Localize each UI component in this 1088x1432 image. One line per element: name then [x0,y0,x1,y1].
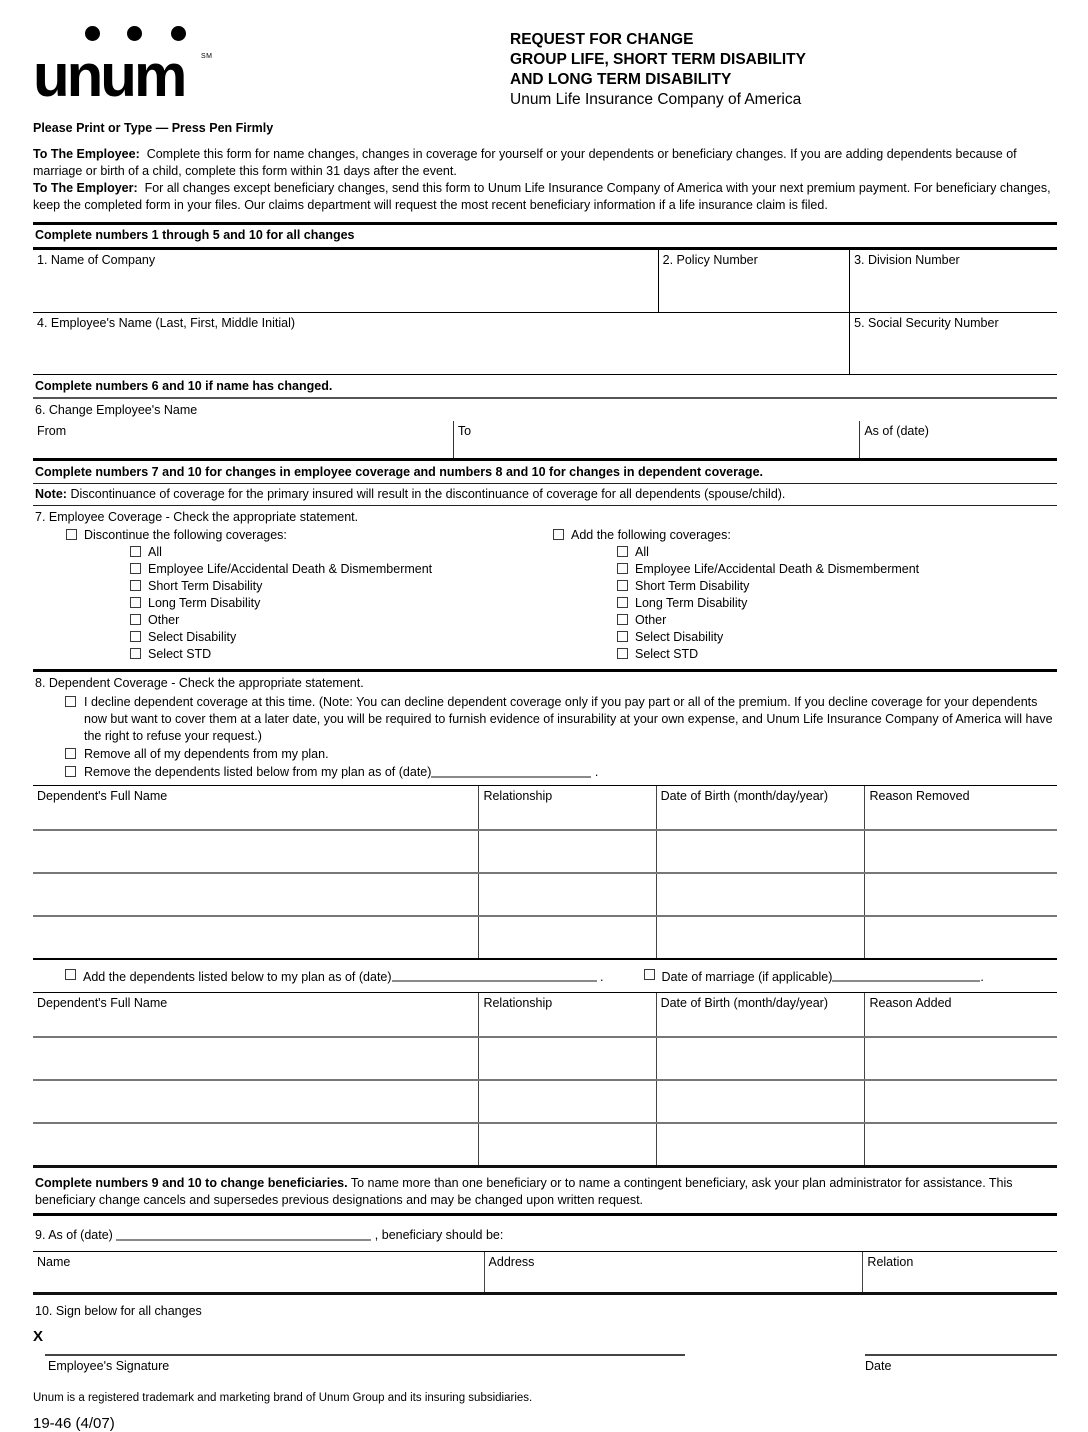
section9-intro-bold: Complete numbers 9 and 10 to change beneficiaries. [35,1176,348,1190]
table-cell-blank[interactable] [478,1081,655,1122]
beneficiary-relation-cell[interactable] [862,1252,1057,1292]
field-employee-name[interactable] [33,313,849,374]
discontinue-column [33,527,545,663]
section6-row [33,421,1057,461]
section9-asof-row [33,1225,1057,1246]
remove-listed-item: Remove the dependents listed below from my plan as of (date) . [33,764,1057,781]
table-cell-blank[interactable] [864,1038,1057,1079]
table-cell-blank[interactable] [33,1124,478,1165]
table-cell-blank[interactable] [33,831,478,872]
form-title-line3: AND LONG TERM DISABILITY [510,71,732,88]
column-header: Date of Birth (month/day/year) [656,993,865,1036]
added-dependents-table [33,992,1057,1168]
checkbox-add-other[interactable] [617,614,628,625]
table-row [33,872,1057,915]
employee-instructions-label: To The Employee: [33,147,140,161]
section-bar-name-changed: Complete numbers 6 and 10 if name has changed. [35,379,333,393]
signature-x-mark: X [33,1328,44,1345]
section10-title: 10. Sign below for all changes [35,1304,202,1318]
divider [33,1213,1057,1216]
column-header: Relation [867,1255,914,1269]
checkbox-remove-listed-dependents[interactable] [65,766,76,777]
field-name-asof[interactable] [859,421,1057,458]
checkbox-add-coverages[interactable] [553,529,564,540]
table-cell-blank[interactable] [656,917,865,958]
remove-all-text: Remove all of my dependents from my plan. [84,747,329,761]
table-cell-blank[interactable] [656,1038,865,1079]
print-instruction: Please Print or Type — Press Pen Firmly [33,121,274,135]
table-cell-blank[interactable] [478,1124,655,1165]
beneficiary-address-cell[interactable] [484,1252,863,1292]
field-division-number-label: 3. Division Number [854,253,960,267]
table-cell-blank[interactable] [33,874,478,915]
beneficiary-date-blank[interactable] [116,1228,371,1241]
field-name-from[interactable] [33,421,453,458]
add-dependents-row: Add the dependents listed below to my plan as of (date) . Date of marriage (if applicable) . [33,969,1057,986]
table-cell-blank[interactable] [864,1081,1057,1122]
field-ssn-label: 5. Social Security Number [854,316,999,330]
signature-line[interactable] [45,1354,685,1356]
date-line[interactable] [865,1354,1057,1356]
field-policy-number-label: 2. Policy Number [662,253,758,267]
checkbox-discontinue-other[interactable] [130,614,141,625]
column-header: Dependent's Full Name [37,789,168,803]
title-block [510,30,806,110]
table-cell-blank[interactable] [656,831,865,872]
table-cell-blank[interactable] [656,1081,865,1122]
field-name-to-label: To [457,424,472,438]
table-cell-blank[interactable] [864,1124,1057,1165]
field-company-name-label: 1. Name of Company [37,253,156,267]
column-header: Date of Birth (month/day/year) [656,786,865,829]
checkbox-add-all[interactable] [617,546,628,557]
table-row [33,1122,1057,1165]
form-number: 19-46 (4/07) [33,1415,115,1432]
table-row [33,1036,1057,1079]
column-header: Relationship [478,993,655,1036]
section9-intro: Complete numbers 9 and 10 to change beneficiaries. To name more than one beneficiary or to name a contingent beneficiary, ask your plan administrator for assistance. This beneficiary change cancels and supersedes previous designations and may be changed upon written request. [35,1176,1013,1207]
checkbox-add-listed-dependents[interactable] [65,969,76,980]
add-column [545,527,1057,663]
signature-block [33,1328,1057,1386]
employer-instructions-label: To The Employer: [33,181,138,195]
discontinue-options [33,544,545,663]
checkbox-add-life-add[interactable] [617,563,628,574]
table-header-row [33,992,1057,1036]
table-cell-blank[interactable] [656,874,865,915]
beneficiary-table [33,1251,1057,1295]
checkbox-discontinue-all[interactable] [130,546,141,557]
table-cell-blank[interactable] [478,874,655,915]
checkbox-remove-all-dependents[interactable] [65,748,76,759]
option-row: Other [130,612,545,629]
field-name-from-label: From [37,424,67,438]
checkbox-date-of-marriage[interactable] [644,969,655,980]
checkbox-discontinue-std[interactable] [130,580,141,591]
option-row: Short Term Disability [617,578,1057,595]
checkbox-decline-dependent[interactable] [65,696,76,707]
marriage-label: Date of marriage (if applicable) [661,970,833,984]
table-cell-blank[interactable] [478,1038,655,1079]
fields-row-1 [33,250,1057,313]
add-label: Add the following coverages: [571,528,731,542]
field-employee-name-label: 4. Employee's Name (Last, First, Middle Initial) [37,316,296,330]
trademark-notice: Unum is a registered trademark and marketing brand of Unum Group and its insuring subsidiaries. [33,1392,533,1404]
option-row: Employee Life/Accidental Death & Dismemberment [617,561,1057,578]
form-title-line1: REQUEST FOR CHANGE [510,31,694,48]
section7-columns [33,527,1057,669]
table-header-row [33,785,1057,829]
table-cell-blank[interactable] [656,1124,865,1165]
table-cell-blank[interactable] [478,917,655,958]
asof-label: 9. As of (date) [35,1228,113,1242]
removed-dependents-table [33,785,1057,960]
beneficiary-should-be: , beneficiary should be: [374,1228,504,1242]
checkbox-discontinue-ltd[interactable] [130,597,141,608]
field-company-name[interactable] [33,250,658,312]
table-row [33,1079,1057,1122]
checkbox-add-select-std[interactable] [617,648,628,659]
decline-dependent-item [33,694,1057,745]
section8-title: 8. Dependent Coverage - Check the appropriate statement. [35,676,364,690]
section6-title: 6. Change Employee's Name [35,403,198,417]
section-bar-coverage-changes: Complete numbers 7 and 10 for changes in employee coverage and numbers 8 and 10 for changes in dependent coverage. [35,465,763,479]
remove-all-item [33,746,1057,763]
field-name-asof-label: As of (date) [864,424,929,438]
table-row [33,829,1057,872]
beneficiary-name-cell[interactable] [33,1252,484,1292]
form-header [33,24,1057,120]
table-cell-blank[interactable] [864,874,1057,915]
checkbox-add-ltd[interactable] [617,597,628,608]
option-row: Employee Life/Accidental Death & Dismemberment [130,561,545,578]
decline-dependent-text: I decline dependent coverage at this time. (Note: You can decline dependent coverage only if you pay part or all of the premium. If you decline coverage for your dependents now but want to cover them at a later date, you will be required to furnish evidence of insurability at your own expense, and Unum Life Insurance Company of America will have the right to refuse your request.) [84,695,1053,743]
table-cell-blank[interactable] [33,1038,478,1079]
section7-title: 7. Employee Coverage - Check the appropriate statement. [35,510,359,524]
option-row: Select Disability [617,629,1057,646]
option-row: Long Term Disability [130,595,545,612]
section-bar-all-changes: Complete numbers 1 through 5 and 10 for all changes [33,222,1057,250]
unum-logo [33,24,213,109]
remove-date-blank[interactable] [431,765,591,778]
column-header: Name [37,1255,71,1269]
signature-label: Employee's Signature [48,1359,170,1373]
date-label: Date [865,1359,892,1373]
option-row: Select Disability [130,629,545,646]
table-cell-blank[interactable] [864,917,1057,958]
column-header: Reason Added [864,993,1057,1036]
add-options [545,544,1057,663]
table-cell-blank[interactable] [478,831,655,872]
option-row: Select STD [617,646,1057,663]
discontinue-label: Discontinue the following coverages: [84,528,287,542]
marriage-date-blank[interactable] [832,969,980,982]
field-name-to[interactable] [453,421,860,458]
add-heading [545,527,1057,544]
discontinue-heading [33,527,545,544]
add-date-blank[interactable] [392,969,597,982]
note-label: Note: [35,487,67,501]
column-header: Relationship [478,786,655,829]
company-name: Unum Life Insurance Company of America [510,91,802,108]
option-row: Short Term Disability [130,578,545,595]
coverage-note: Note: Discontinuance of coverage for the primary insured will result in the discontinuance of coverage for all dependents (spouse/child). [35,487,786,501]
instructions [33,146,1057,214]
employer-instructions: To The Employer: For all changes except beneficiary changes, send this form to Unum Life Insurance Company of America with your next premium payment. For beneficiary changes, keep the completed form in your files. Our claims department will request the most recent beneficiary information if a life insurance claim is filed. [33,181,1051,212]
service-mark: SM [201,53,213,60]
checkbox-add-std[interactable] [617,580,628,591]
logo-dot-icon [85,26,100,41]
unum-logo-text: unum [33,42,185,109]
option-row: All [130,544,545,561]
option-row: All [617,544,1057,561]
option-row: Long Term Disability [617,595,1057,612]
table-cell-blank[interactable] [33,917,478,958]
table-cell-blank[interactable] [864,831,1057,872]
checkbox-discontinue-coverages[interactable] [66,529,77,540]
option-row: Select STD [130,646,545,663]
table-cell-blank[interactable] [33,1081,478,1122]
logo-dot-icon [171,26,186,41]
field-ssn[interactable] [849,313,1057,374]
checkbox-discontinue-select-disability[interactable] [130,631,141,642]
checkbox-discontinue-life-add[interactable] [130,563,141,574]
option-row: Other [617,612,1057,629]
checkbox-discontinue-select-std[interactable] [130,648,141,659]
employee-instructions: To The Employee: Complete this form for name changes, changes in coverage for yourself or your dependents or beneficiary changes. If you are adding dependents because of marriage or birth of a child, complete this form within 31 days after the event. [33,147,1017,178]
column-header: Dependent's Full Name [37,996,168,1010]
fields-row-2 [33,313,1057,375]
remove-listed-text: Remove the dependents listed below from my plan as of (date) [84,765,432,779]
field-policy-number[interactable] [658,250,849,312]
table-row [33,915,1057,958]
checkbox-add-select-disability[interactable] [617,631,628,642]
field-division-number[interactable] [849,250,1057,312]
column-header: Address [488,1255,535,1269]
column-header: Reason Removed [864,786,1057,829]
add-listed-text: Add the dependents listed below to my plan as of (date) [83,970,392,984]
form-title-line2: GROUP LIFE, SHORT TERM DISABILITY [510,51,806,68]
logo-dot-icon [127,26,142,41]
